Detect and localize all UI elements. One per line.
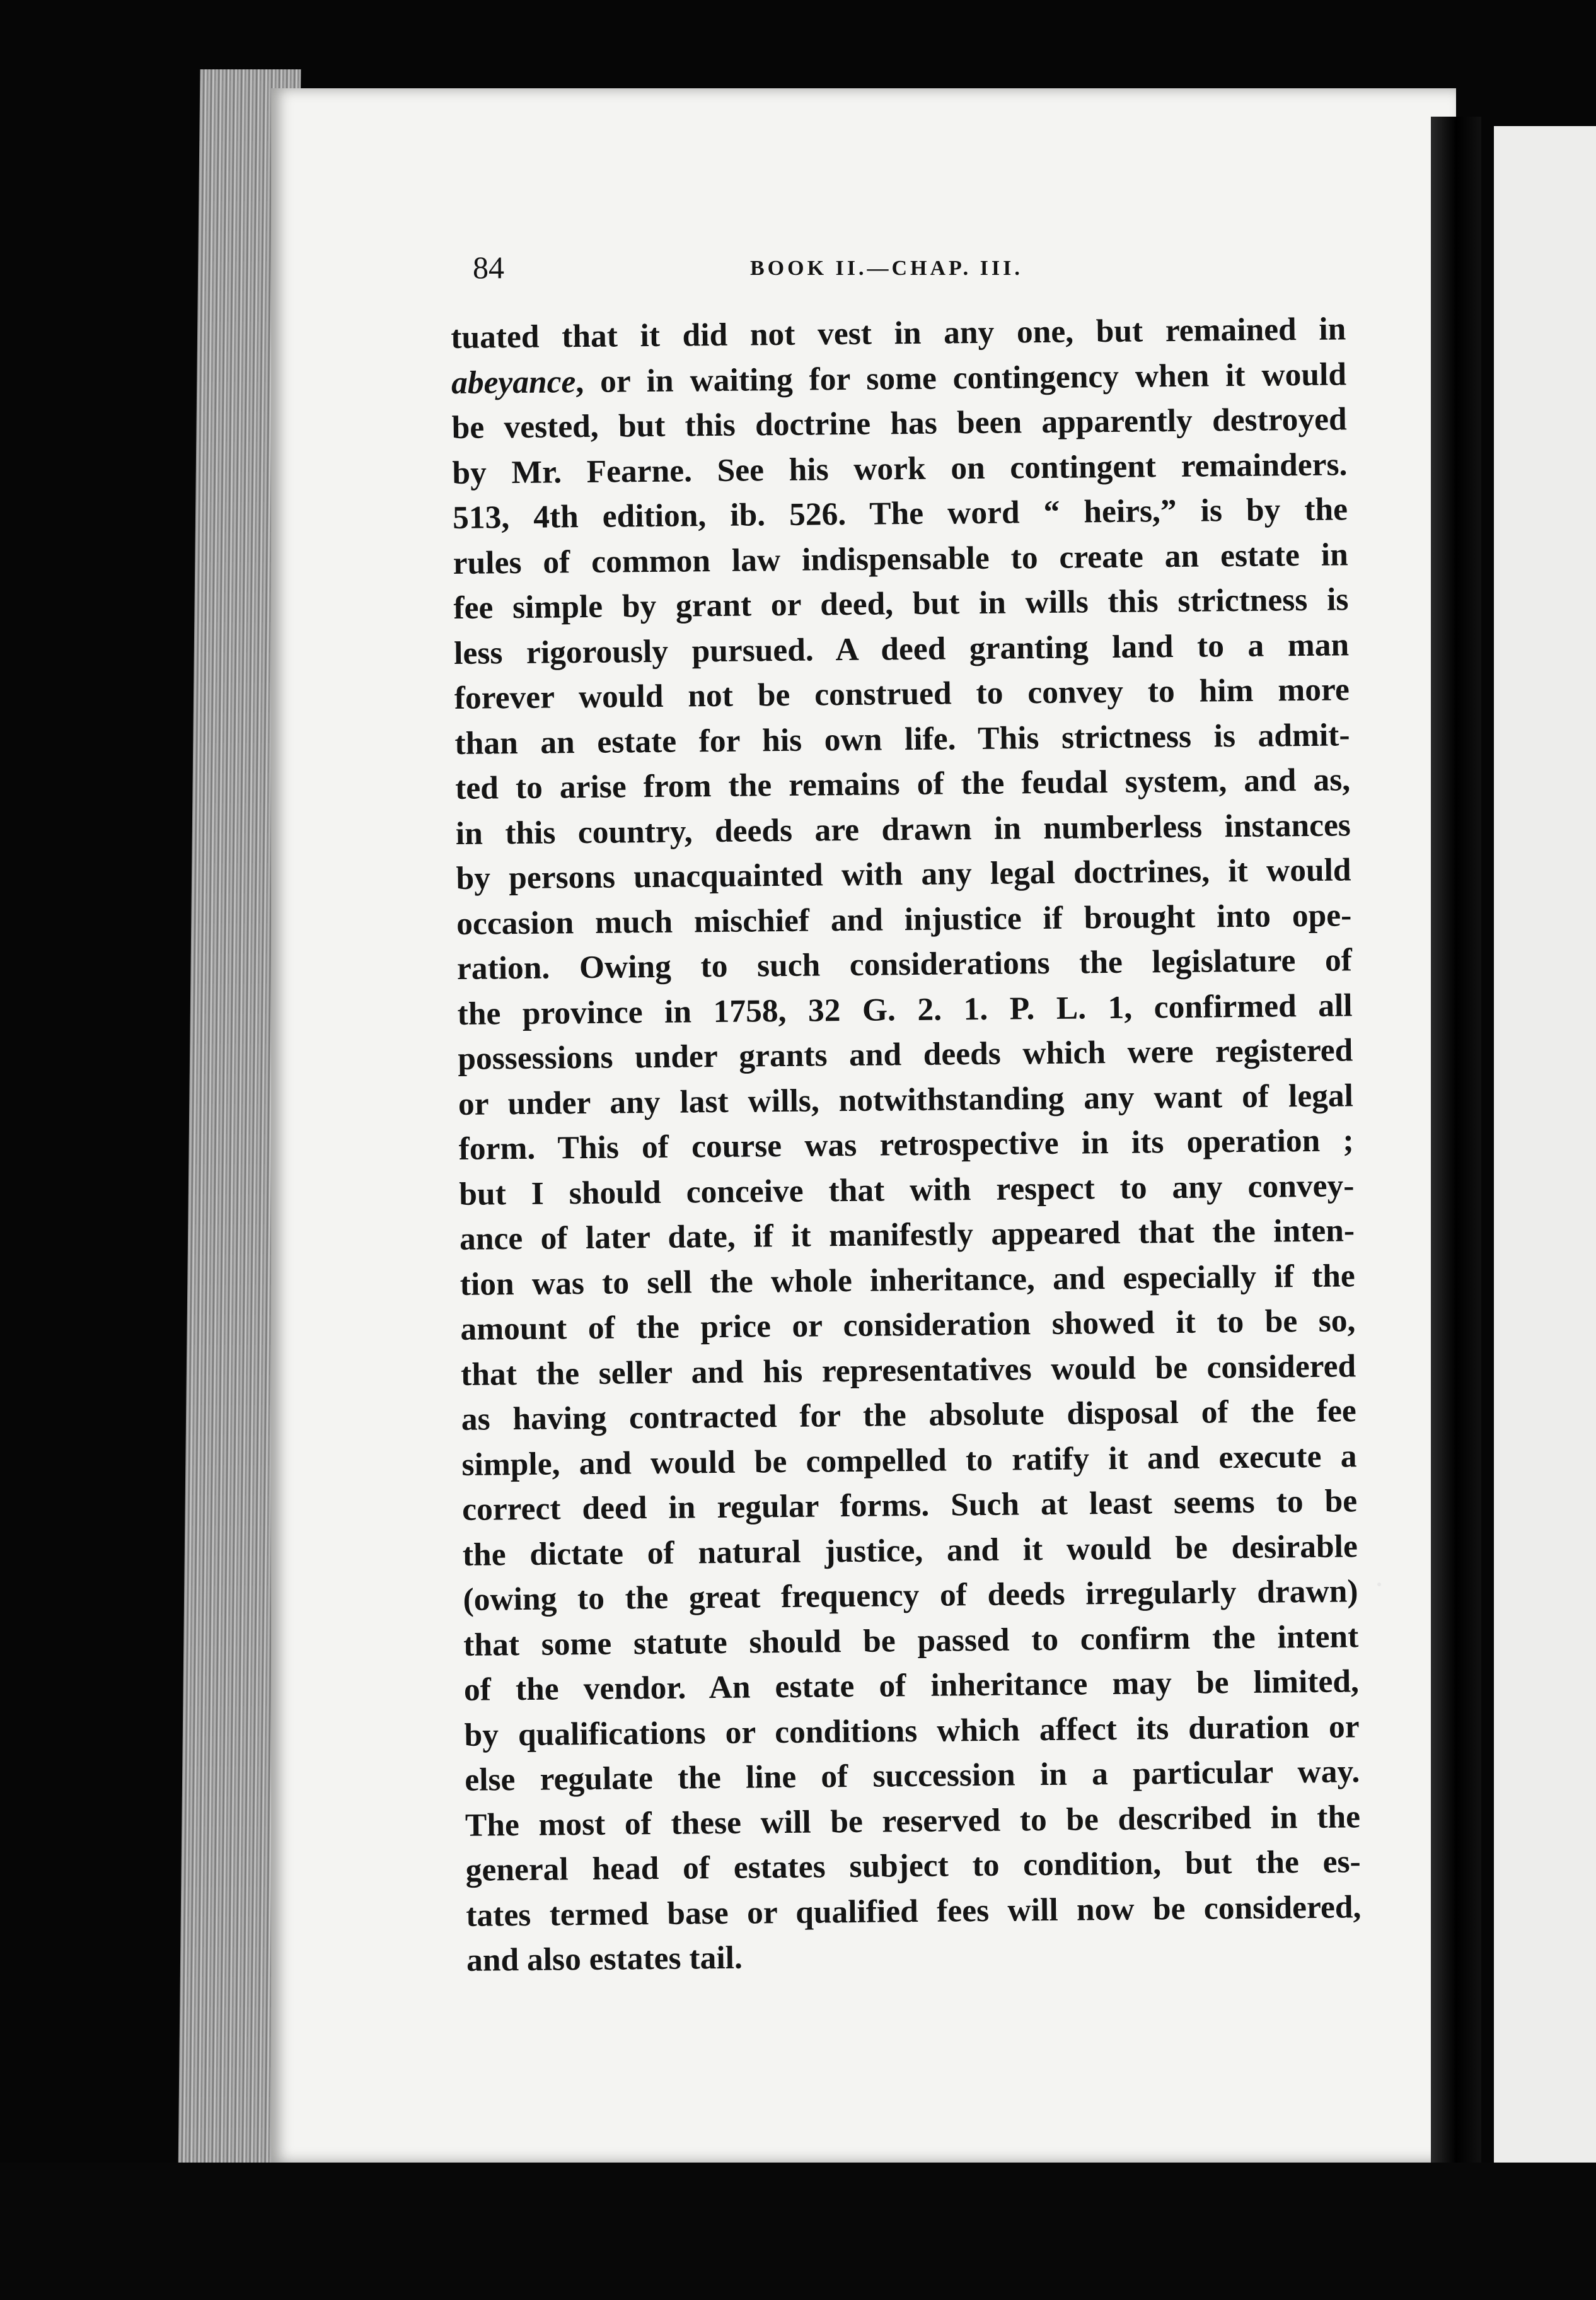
text-line: general head of estates subject to condition, but the es- <box>465 1844 1361 1888</box>
text-line: fee simple by grant or deed, but in wills this strictness is <box>453 581 1349 626</box>
book-gutter <box>1431 117 1481 2178</box>
text-line: than an estate for his own life. This strictness is admit- <box>454 716 1350 762</box>
text-line: tates termed base or qualified fees will now be considered, <box>466 1888 1362 1934</box>
running-head: BOOK II.—CHAP. III. <box>750 257 1023 280</box>
text-line: (owing to the great frequency of deeds irregularly drawn) <box>463 1573 1358 1618</box>
text-line: rules of common law indispensable to create an estate in <box>453 536 1348 581</box>
text-line: form. This of course was retrospective in its operation ; <box>458 1122 1354 1167</box>
text-line: by persons unacquainted with any legal doctrines, it would <box>456 852 1351 897</box>
text-line: amount of the price or consideration showed it to be so, <box>460 1303 1356 1347</box>
body-text <box>451 306 1362 1983</box>
text-line: The most of these will be reserved to be described in the <box>465 1798 1361 1844</box>
text-line: forever would not be construed to convey to him more <box>454 671 1350 716</box>
text-line: ration. Owing to such considerations the legislature of <box>456 942 1353 987</box>
text-line: else regulate the line of succession in a particular way. <box>465 1753 1360 1798</box>
page-header <box>473 249 1336 293</box>
text-line: be vested, but this doctrine has been apparently destroyed <box>451 401 1347 446</box>
text-line: as having contracted for the absolute disposal of the fee <box>461 1393 1357 1438</box>
text-line: that some statute should be passed to confirm the intent <box>463 1618 1359 1663</box>
text-line: but I should conceive that with respect to any convey- <box>459 1167 1355 1212</box>
text-line: abeyance, or in waiting for some contingency when it would <box>451 356 1347 401</box>
page-number: 84 <box>473 250 504 285</box>
text-line: by qualifications or conditions which affect its duration or <box>464 1708 1360 1753</box>
text-line: possessions under grants and deeds which were registered <box>458 1032 1353 1077</box>
text-line: 513, 4th edition, ib. 526. The word “ heirs,” is by the <box>452 491 1348 536</box>
text-line: ted to arise from the remains of the feudal system, and as, <box>454 762 1351 806</box>
text-line: tion was to sell the whole inheritance, and especially if the <box>460 1257 1355 1303</box>
text-line: that the seller and his representatives would be considered <box>460 1347 1356 1393</box>
text-line: or under any last wills, notwithstanding any want of legal <box>458 1077 1354 1122</box>
text-line: and also estates tail. <box>466 1939 743 1978</box>
facing-page-edge <box>1494 126 1596 2175</box>
text-line: correct deed in regular forms. Such at least seems to be <box>461 1483 1358 1528</box>
text-line: the province in 1758, 32 G. 2. 1. P. L. 1, confirmed all <box>457 987 1353 1032</box>
text-line: of the vendor. An estate of inheritance may be limited, <box>463 1663 1360 1708</box>
text-line: simple, and would be compelled to ratify it and execute a <box>461 1438 1357 1483</box>
dust-speck <box>1377 1583 1381 1586</box>
text-line: the dictate of natural justice, and it would be desirable <box>462 1528 1358 1573</box>
scan-background <box>0 2163 1596 2300</box>
text-line: in this country, deeds are drawn in numberless instances <box>455 806 1351 852</box>
text-line: less rigorously pursued. A deed granting land to a man <box>453 626 1350 671</box>
text-line: tuated that it did not vest in any one, but remained in <box>451 311 1346 356</box>
text-line: occasion much mischief and injustice if brought into ope- <box>456 897 1352 942</box>
text-line: ance of later date, if it manifestly appeared that the inten- <box>459 1212 1355 1257</box>
text-line: by Mr. Fearne. See his work on contingent remainders. <box>452 446 1348 491</box>
